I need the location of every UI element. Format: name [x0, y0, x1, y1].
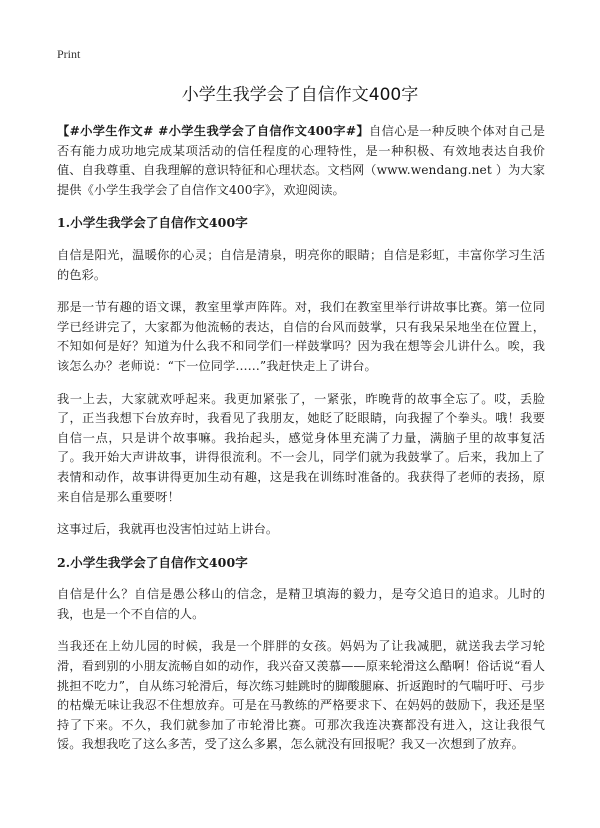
section-heading-2: 2.小学生我学会了自信作文400字 — [57, 554, 248, 570]
document-title: 小学生我学会了自信作文400字 — [181, 85, 419, 105]
print-label: Print — [57, 47, 81, 61]
section-1-paragraph: 那是一节有趣的语文课，教室里掌声阵阵。对，我们在教室里举行讲故事比赛。第一位同学已经讲完了，大家都为他流畅的表达，自信的台风而鼓掌，只有我呆呆地坐在位置上，不知如何是好？知道为什么我不和同学们一样鼓掌吗？因为我在想等会儿讲什么。唉，我该怎么办？老师说：“下一位同学……”我赶快走上了讲台。 — [57, 300, 545, 373]
intro-text: 自信心是一种反映个体对自己是否有能力成功地完成某项活动的信任程度的心理特性，是一种积极、有效地表达自我价值、自我尊重、自我理解的意识特征和心理状态。文档网（www.wendang.net ）为大家提供《小学生我学会了自信作文400字》，欢迎阅读。 — [57, 124, 545, 197]
intro-lead-tags: 【#小学生作文# #小学生我学会了自信作文400字#】 — [57, 124, 370, 138]
section-1-paragraph: 自信是阳光，温暖你的心灵；自信是清泉，明亮你的眼睛；自信是彩虹，丰富你学习生活的色彩。 — [57, 247, 545, 282]
section-1-paragraph: 我一上去，大家就欢呼起来。我更加紧张了，一紧张，昨晚背的故事全忘了。哎，丢脸了，正当我想下台放弃时，我看见了我朋友，她眨了眨眼睛，向我握了个拳头。哦！我要自信一点，只是讲个故事嘛。我抬起头，感觉身体里充满了力量，满脑子里的故事复活了。我开始大声讲故事，讲得很流利。不一会儿，同学们就为我鼓掌了。后来，我加上了表情和动作，故事讲得更加生动有趣，这是我在训练时准备的。我获得了老师的表扬，原来自信是那么重要呀！ — [57, 391, 545, 504]
section-heading-1: 1.小学生我学会了自信作文400字 — [57, 215, 248, 231]
section-2-paragraph: 当我还在上幼儿园的时候，我是一个胖胖的女孩。妈妈为了让我减肥，就送我去学习轮滑，看到别的小朋友流畅自如的动作，我兴奋又羡慕——原来轮滑这么酷啊！俗话说“看人挑担不吃力”，自从练习轮滑后，每次练习蛙跳时的脚酸腿麻、折返跑时的气喘吁吁、弓步的枯燥无味让我忍不住想放弃。可是在马教练的严格要求下、在妈妈的鼓励下，我还是坚持了下来。不久，我们就参加了市轮滑比赛。可那次我连决赛都没有进入，这让我很气馁。我想我吃了这么多苦，受了这么多累，怎么就没有回报呢？我又一次想到了放弃。 — [57, 639, 545, 752]
section-2-paragraph: 自信是什么？自信是愚公移山的信念，是精卫填海的毅力，是夸父追日的追求。儿时的我，也是一个不自信的人。 — [57, 587, 545, 621]
section-1-paragraph: 这事过后，我就再也没害怕过站上讲台。 — [57, 522, 279, 537]
document-body — [57, 122, 545, 768]
intro-paragraph — [57, 122, 545, 200]
